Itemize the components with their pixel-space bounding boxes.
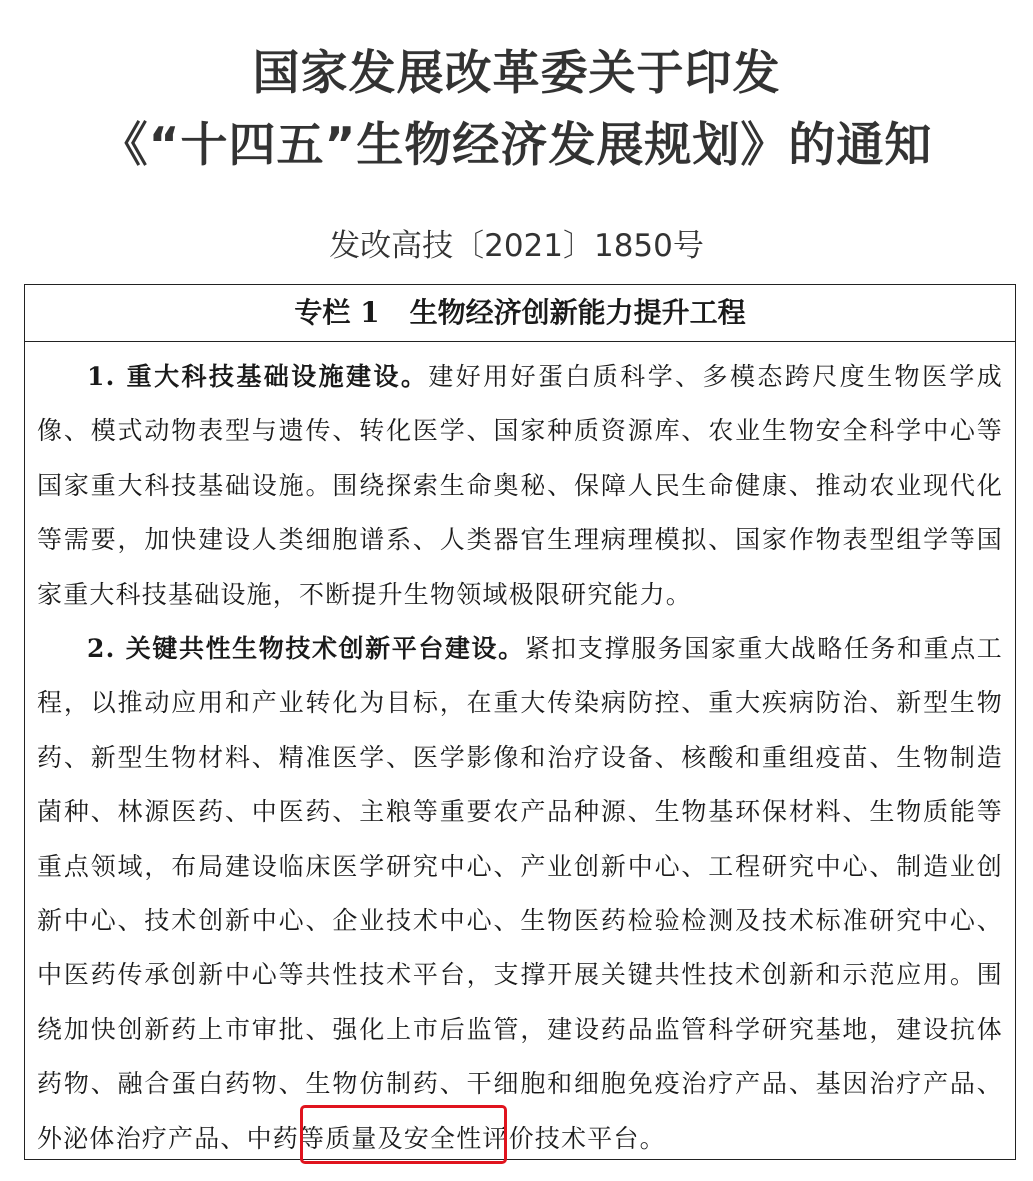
column-box xyxy=(24,284,1016,1160)
red-highlight-box xyxy=(300,1105,507,1164)
document-title-line-2: 《“十四五”生物经济发展规划》的通知 xyxy=(100,118,933,173)
document-number: 发改高技〔2021〕1850号 xyxy=(329,228,704,264)
column-body xyxy=(25,342,1015,1166)
column-box-header xyxy=(25,285,1015,342)
item-number: 1. xyxy=(87,362,116,391)
item-text: 紧扣支撑服务国家重大战略任务和重点工程，以推动应用和产业转化为目标，在重大传染病防控、重大疾病防治、新型生物药、新型生物材料、精准医学、医学影像和治疗设备、核酸和重组疫苗、生物制造菌种、林源医药、中医药、主粮等重要农产品种源、生物基环保材料、生物质能等重点领域，布局建设临床医学研究中心、产业创新中心、工程研究中心、制造业创新中心、技术创新中心、企业技术中心、生物医药检验检测及技术标准研究中心、中医药传承创新中心等共性技术平台，支撑开展关键共性技术创新和示范应用。围绕加快创新药上市审批、强化上市后监管，建设药品监管科学研究基地，建设抗体药物、融合蛋白药物、生物仿制药、干细胞和细胞免疫治疗产品、基因治疗产品、 xyxy=(37,634,1003,1099)
item-number: 2. xyxy=(87,634,116,664)
column-title: 生物经济创新能力提升工程 xyxy=(409,296,746,329)
item-text-end: 、中药等质量及安全性评价技术平台。 xyxy=(220,1123,666,1153)
highlighted-phrase: 外泌体治疗产品 xyxy=(37,1123,221,1153)
item-heading: 重大科技基础设施建设。 xyxy=(126,362,429,391)
item-heading: 关键共性生物技术创新平台建设。 xyxy=(125,634,525,664)
item-text: 建好用好蛋白质科学、多模态跨尺度生物医学成像、模式动物表型与遗传、转化医学、国家种质资源库、农业生物安全科学中心等国家重大科技基础设施。围绕探索生命奥秘、保障人民生命健康、推动农业现代化等需要，加快建设人类细胞谱系、人类器官生理病理模拟、国家作物表型组学等国家重大科技基础设施，不断提升生物领域极限研究能力。 xyxy=(37,362,1004,609)
column-label: 专栏 1 xyxy=(294,296,380,329)
paragraph-item-1 xyxy=(37,350,1003,622)
paragraph-item-2 xyxy=(37,622,1003,1166)
document-title-line-1: 国家发展改革委关于印发 xyxy=(252,46,781,101)
